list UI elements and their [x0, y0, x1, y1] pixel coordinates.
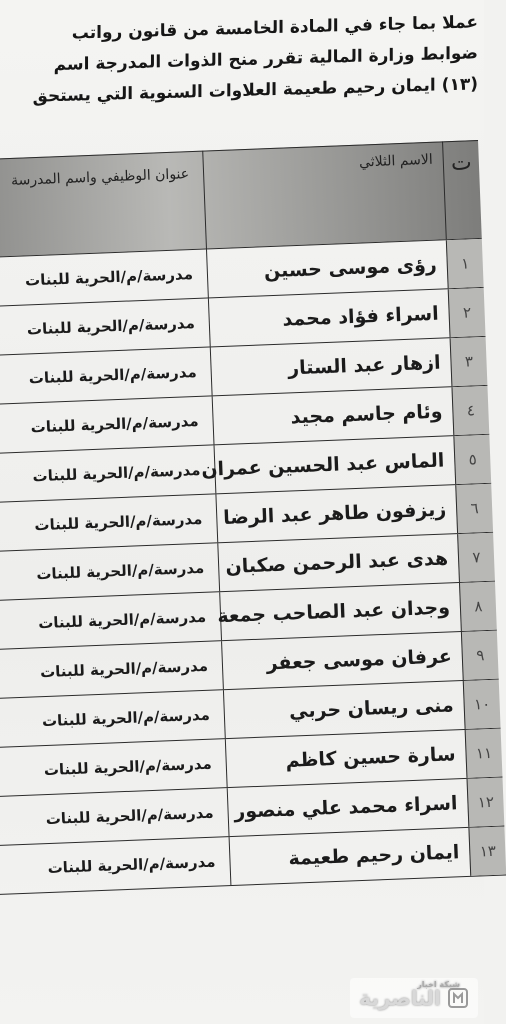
row-name: اسراء فؤاد محمد [208, 289, 450, 346]
row-school: مدرسة/م/الحرية للبنات [32, 460, 201, 486]
row-school: مدرسة/م/الحرية للبنات [28, 362, 198, 388]
row-school: مدرسة/م/الحرية للبنات [43, 754, 213, 780]
row-school: مدرسة/م/الحرية للبنات [41, 705, 211, 731]
row-school: مدرسة/م/الحرية للبنات [24, 265, 194, 290]
header-name: الاسم الثلاثي [202, 141, 446, 248]
row-name: ازهار عبد الستار [210, 338, 452, 395]
row-name: رؤى موسى حسين [206, 240, 448, 297]
row-number: ٦ [455, 484, 493, 533]
row-school: مدرسة/م/الحرية للبنات [39, 656, 209, 682]
row-name: سارة حسين كاظم [225, 730, 467, 787]
row-number: ٧ [457, 533, 495, 582]
row-number: ١١ [465, 729, 503, 778]
site-watermark [350, 978, 478, 1018]
header-num: ت [442, 140, 482, 239]
row-name: هدى عبد الرحمن صكبان [217, 534, 459, 591]
row-number: ٥ [453, 435, 491, 484]
row-name: عرفان موسى جعفر [221, 632, 463, 689]
watermark-subtitle: شبكة اخبار [417, 980, 460, 989]
row-name: زيزفون طاهر عبد الرضا [215, 485, 457, 542]
row-school: مدرسة/م/الحرية للبنات [30, 411, 199, 437]
row-school: مدرسة/م/الحرية للبنات [37, 607, 207, 633]
row-school: مدرسة/م/الحرية للبنات [36, 558, 205, 584]
header-line-3: (١٣) ايمان رحيم طعيمة العلاوات السنوية التي يستحق [32, 74, 478, 107]
row-name: وئام جاسم مجيد [212, 387, 454, 444]
employees-table [0, 140, 506, 895]
row-name: منى ريسان حربي [223, 681, 465, 738]
header-line-1: عملا بما جاء في المادة الخامسة من قانون رواتب [71, 12, 478, 44]
row-school: مدرسة/م/الحرية للبنات [34, 509, 203, 535]
row-number: ١٢ [467, 778, 505, 827]
row-school: مدرسة/م/الحرية للبنات [47, 852, 216, 878]
row-number: ١٠ [463, 680, 501, 729]
row-number: ١ [446, 239, 484, 288]
watermark-text: الناصرية [359, 986, 441, 1010]
document-header [0, 14, 478, 107]
row-school: مدرسة/م/الحرية للبنات [26, 314, 196, 339]
row-name: ايمان رحيم طعيمة [229, 828, 471, 885]
row-number: ٩ [461, 631, 499, 680]
row-number: ٢ [448, 288, 486, 337]
table-body [0, 239, 506, 895]
header-school: عنوان الوظيفي واسم المدرسة [10, 166, 190, 189]
header-line-2: ضوابط وزارة المالية تقرر منح الذوات المدرجة اسم [53, 43, 478, 76]
row-school: مدرسة/م/الحرية للبنات [45, 803, 214, 829]
row-name: وجدان عبد الصاحب جمعة [219, 583, 461, 640]
row-name: الماس عبد الحسين عمران [214, 436, 456, 493]
row-number: ١٣ [468, 826, 506, 875]
row-number: ٣ [450, 337, 488, 386]
row-number: ٨ [459, 582, 497, 631]
row-name: اسراء محمد علي منصور [227, 779, 469, 836]
row-number: ٤ [451, 386, 489, 435]
